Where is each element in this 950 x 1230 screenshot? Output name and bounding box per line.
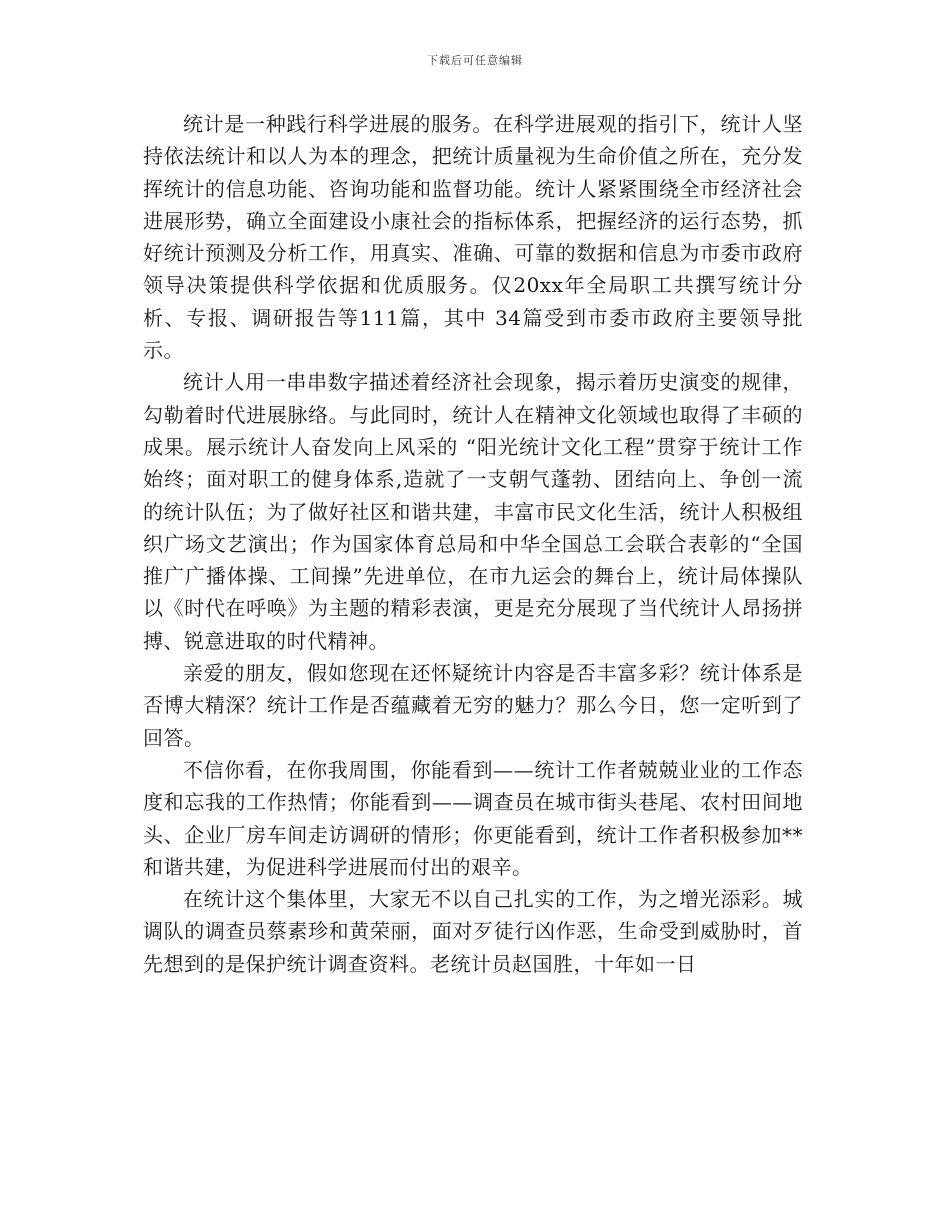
document-body: [143, 108, 803, 980]
paragraph-2: 统计人用一串串数字描述着经济社会现象，揭示着历史演变的规律，勾勒着时代进展脉络。与此同时，统计人在精神文化领域也取得了丰硕的成果。展示统计人奋发向上风采的 “阳光统计文化工程”贯穿于统计工作始终；面对职工的健身体系,造就了一支朝气蓬勃、团结向上、争创一流的统计队伍；为了做好社区和谐共建，丰富市民文化生活，统计人积极组织广场文艺演出；作为国家体育总局和中华全国总工会联合表彰的“全国推广广播体操、工间操”先进单位，在市九运会的舞台上，统计局体操队以《时代在呼唤》为主题的精彩表演，更是充分展现了当代统计人昂扬拼搏、锐意进取的时代精神。: [143, 370, 803, 653]
paragraph-1: 统计是一种践行科学进展的服务。在科学进展观的指引下，统计人坚持依法统计和以人为本的理念，把统计质量视为生命价值之所在，充分发挥统计的信息功能、咨询功能和监督功能。统计人紧紧围绕全市经济社会进展形势，确立全面建设小康社会的指标体系，把握经济的运行态势，抓好统计预测及分析工作，用真实、准确、可靠的数据和信息为市委市政府领导决策提供科学依据和优质服务。仅20xx年全局职工共撰写统计分析、专报、调研报告等111篇，其中 34篇受到市委市政府主要领导批示。: [143, 112, 803, 363]
paragraph-5: 在统计这个集体里，大家无不以自己扎实的工作，为之增光添彩。城调队的调查员蔡素珍和黄荣丽，面对歹徒行凶作恶，生命受到威胁时，首先想到的是保护统计调查资料。老统计员赵国胜，十年如一日: [143, 887, 803, 976]
paragraph-3: 亲爱的朋友，假如您现在还怀疑统计内容是否丰富多彩？统计体系是否博大精深？统计工作是否蕴藏着无穷的魅力？那么今日，您一定听到了回答。: [143, 661, 803, 750]
page-header: 下载后可任意编辑: [427, 54, 523, 67]
paragraph-4: 不信你看，在你我周围，你能看到——统计工作者兢兢业业的工作态度和忘我的工作热情；你能看到——调查员在城市街头巷尾、农村田间地头、企业厂房车间走访调研的情形；你更能看到，统计工作者积极参加**和谐共建，为促进科学进展而付出的艰辛。: [143, 757, 803, 879]
